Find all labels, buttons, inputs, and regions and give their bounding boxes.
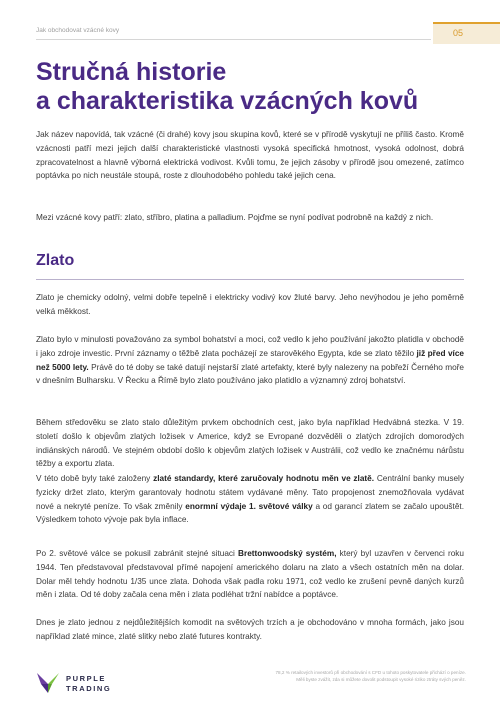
logo-icon	[36, 671, 60, 695]
page-title-line2: a charakteristika vzácných kovů	[36, 87, 419, 115]
purple-trading-logo	[36, 667, 146, 701]
section-rule	[36, 279, 464, 280]
gold-paragraph-1: Zlato je chemicky odolný, velmi dobře tepelně i elektricky vodivý kov žluté barvy. Jeho nevýhodou je jeho poměrně velká měkkost.	[36, 293, 464, 316]
gold-paragraph-3: Během středověku se zlato stalo důležitým prvkem obchodních cest, jako byla například Hedvábná stezka. V 19. století došlo k objevům zlatých ložisek v Americe, když se Evropané dozvěděli o zlatých zdrojích domorodých indiánských národů. Ve stejném období došlo k objevům zlatých ložisek v Austrálii, což vedlo ke značnému nárůstu těžby a exportu zlata.	[36, 418, 464, 469]
header-title: Jak obchodovat vzácné kovy	[36, 27, 120, 34]
logo-wordmark: PURPLE TRADING	[66, 674, 112, 693]
gold-paragraph-4: V této době byly také založeny zlaté standardy, které zaručovaly hodnotu měn ve zlatě. Centrální banky musely fyzicky držet zlato, kterým garantovaly hodnotu státem vydávané měny. Tato propojenost znemožňovala vydávat nové a nekryté peníze. To však změnily enormní výdaje 1. světové války a od garancí zlatem se začalo upouštět. Výsledkem tohoto vývoje pak byla inflace.	[36, 474, 464, 525]
section-title-gold: Zlato	[36, 252, 75, 269]
page-number-tab	[433, 22, 500, 44]
highlight-5000-years: již před více než 5000 lety.	[36, 348, 465, 372]
risk-disclaimer: 78,2 % retailových investorů při obchodování s CFD u tohoto poskytovatele přichází o peníze. Měli byste zvážit, zda si můžete dovolit podstoupit vysoké riziko ztráty svých peněz.	[275, 670, 466, 682]
page-number: 05	[453, 28, 464, 38]
header-rule	[36, 39, 431, 40]
gold-paragraph-5: Po 2. světové válce se pokusil zabránit stejné situaci Brettonwoodský systém, který byl uzavřen v červenci roku 1944. Ten představoval představoval přímé napojení amerického dolaru na zlato a všech ostatních měn na dolar. Dolar měl tehdy hodnotu 1/35 unce zlata. Dohoda však padla roku 1971, což vedlo ke zrušení pevně daných kurzů měn i zlata. Od té doby začala cena měn i zlata podléhat tržní nabídce a poptávce.	[36, 549, 465, 600]
page-footer	[0, 655, 500, 707]
page-title-line1: Stručná historie	[36, 58, 227, 86]
gold-paragraph-6: Dnes je zlato jednou z nejdůležitějších komodit na světových trzích a je obchodováno v mnoha formách, jako jsou například zlaté mince, zlaté slitky nebo zlaté futures kontrakty.	[36, 618, 464, 641]
page-title	[36, 58, 418, 116]
highlight-gold-standards: zlaté standardy, které zaručovaly hodnotu měn ve zlatě.	[153, 474, 375, 483]
intro-paragraph-1: Jak název napovídá, tak vzácné (či drahé) kovy jsou skupina kovů, které se v přírodě vyskytují ne příliš často. Kromě vzácnosti patří mezi jejich další charakteristické vlastnosti vysoká specifická hmotnost, vysoká odolnost, dobrá zpracovatelnost a hlavně výborná elektrická vodivost. Kvůli tomu, že jejich zásoby v přírodě jsou omezené, zatímco poptávka po nich neustále stoupá, roste z dlouhodobého pohledu také jejich cena.	[36, 130, 464, 181]
highlight-ww1-expenses: enormní výdaje 1. světové války	[185, 501, 313, 511]
intro-paragraph-2: Mezi vzácné kovy patří: zlato, stříbro, platina a palladium. Pojďme se nyní podívat podrobně na každý z nich.	[36, 213, 434, 222]
highlight-bretton-woods: Brettonwoodský systém,	[238, 549, 337, 558]
page-header	[0, 0, 500, 44]
gold-paragraph-2: Zlato bylo v minulosti považováno za symbol bohatství a moci, což vedlo k jeho používání jakožto platidla v obchodě i jako zdroje investic. První záznamy o těžbě zlata pocházejí ze starověkého Egypta, kde se zlato těžilo již před více než 5000 lety. Právě do té doby se také datují nejstarší zlaté artefakty, které byly nalezeny na pobřeží Černého moře v dnešním Bulharsku. V Řecku a Římě bylo zlato používáno jako platidlo a významný zdroj bohatství.	[36, 335, 465, 386]
